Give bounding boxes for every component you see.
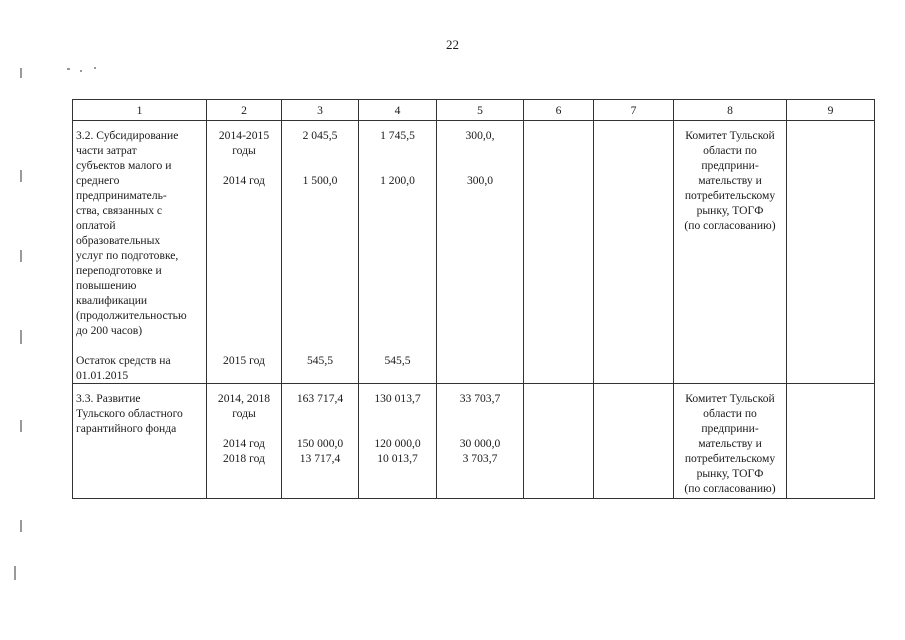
measure-name-line: 3.3. Развитие [76, 392, 141, 405]
amount-value: 30 000,0 [459, 437, 501, 450]
amount-cell [282, 384, 359, 499]
measure-name-line: ства, связанных с [76, 204, 163, 217]
measure-name-line: услуг по подготовке, [76, 249, 179, 262]
measure-name-line: (продолжительностью [76, 309, 187, 322]
header-cell: 8 [674, 100, 787, 121]
table-row [73, 121, 875, 384]
executor-line: (по согласованию) [684, 219, 776, 232]
amount-value: 120 000,0 [374, 437, 421, 450]
header-cell: 6 [524, 100, 594, 121]
amount-value: 1 500,0 [302, 174, 338, 187]
empty-cell [594, 121, 674, 384]
period: 2014 год [223, 437, 265, 450]
amount-value: 545,5 [306, 354, 334, 367]
measure-name-line: оплатой [76, 219, 116, 232]
executor-line: предприни- [701, 422, 759, 435]
measure-name-line: предприниматель- [76, 189, 167, 202]
executor-line: области по [703, 144, 757, 157]
scan-speck [20, 250, 22, 262]
amount-value: 10 013,7 [377, 452, 418, 465]
scan-speck [94, 67, 96, 69]
amount-value: 33 703,7 [459, 392, 501, 405]
executor-line: предприни- [701, 159, 759, 172]
header-cell: 5 [437, 100, 524, 121]
scan-speck [67, 68, 70, 70]
executor-line: Комитет Тульской [685, 392, 775, 405]
remainder-name-line: 01.01.2015 [76, 369, 129, 382]
amount-cell [359, 121, 437, 384]
amount-cell [437, 384, 524, 499]
measure-name-line: повышению [76, 279, 137, 292]
executor-cell [674, 121, 787, 384]
executor-line: потребительскому [684, 452, 776, 465]
amount-value: 1 745,5 [380, 129, 415, 142]
amount-value: 2 045,5 [302, 129, 338, 142]
scan-speck [20, 170, 22, 182]
executor-line: потребительскому [684, 189, 776, 202]
amount-value: 150 000,0 [296, 437, 344, 450]
table-row [73, 384, 875, 499]
measure-name-line: квалификации [76, 294, 148, 307]
measure-name-line: Тульского областного [76, 407, 183, 420]
amount-value: 300,0 [466, 174, 494, 187]
scan-speck [20, 68, 22, 78]
amount-cell [282, 121, 359, 384]
measure-name-line: до 200 часов) [76, 324, 143, 337]
amount-value: 1 200,0 [380, 174, 415, 187]
period: 2015 год [223, 354, 265, 367]
measure-name-line: части затрат [76, 144, 137, 157]
scan-speck [20, 520, 22, 532]
empty-cell [787, 384, 875, 499]
empty-cell [524, 384, 594, 499]
executor-line: мательству и [698, 174, 762, 187]
amount-value: 3 703,7 [462, 452, 498, 465]
header-row [73, 100, 875, 121]
amount-value: 163 717,4 [296, 392, 344, 405]
header-cell: 7 [594, 100, 674, 121]
executor-line: (по согласованию) [684, 482, 776, 495]
executor-line: Комитет Тульской [685, 129, 775, 142]
header-cell: 3 [282, 100, 359, 121]
measure-name-line: переподготовке и [76, 264, 162, 277]
page-number: 22 [446, 37, 459, 52]
remainder-name-line: Остаток средств на [76, 354, 171, 367]
header-cell: 1 [73, 100, 207, 121]
measure-name-cell [73, 121, 207, 384]
measure-name-line: 3.2. Субсидирование [76, 129, 179, 142]
period: 2014, 2018 [217, 392, 271, 405]
executor-cell [674, 384, 787, 499]
measure-name-line: гарантийного фонда [76, 422, 177, 435]
empty-cell [594, 384, 674, 499]
amount-value: 300,0, [465, 129, 495, 142]
measure-name-line: среднего [76, 174, 120, 187]
executor-line: области по [703, 407, 757, 420]
empty-cell [787, 121, 875, 384]
amount-cell [437, 121, 524, 384]
amount-cell [359, 384, 437, 499]
amount-value: 130 013,7 [374, 392, 421, 405]
amount-value: 545,5 [384, 354, 411, 367]
executor-line: рынку, ТОГФ [696, 467, 764, 480]
executor-line: рынку, ТОГФ [696, 204, 764, 217]
measure-name-cell [73, 384, 207, 499]
program-table [72, 99, 875, 499]
years-cell [207, 384, 282, 499]
amount-value: 13 717,4 [299, 452, 341, 465]
executor-line: мательству и [698, 437, 762, 450]
scan-speck [14, 566, 16, 580]
years-cell [207, 121, 282, 384]
scan-speck [80, 70, 82, 72]
header-cell: 4 [359, 100, 437, 121]
measure-name-line: образовательных [76, 234, 161, 247]
scan-speck [20, 420, 22, 432]
header-cell: 2 [207, 100, 282, 121]
measure-name-line: субъектов малого и [76, 159, 172, 172]
period: годы [232, 407, 256, 420]
period: 2018 год [223, 452, 265, 465]
header-cell: 9 [787, 100, 875, 121]
period: 2014 год [223, 174, 265, 187]
scan-speck [20, 330, 22, 344]
period: годы [232, 144, 256, 157]
empty-cell [524, 121, 594, 384]
period: 2014-2015 [218, 129, 270, 142]
